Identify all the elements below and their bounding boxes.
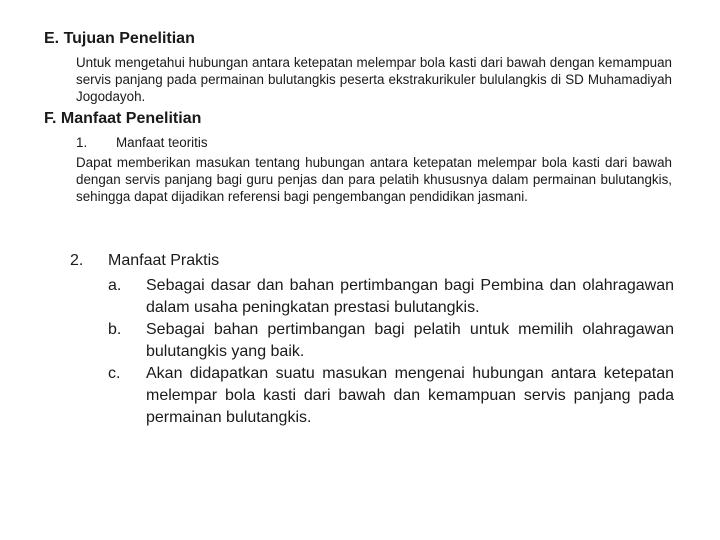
- list-item-text: Akan didapatkan suatu masukan mengenai hubungan antara ketepatan melempar bola kasti dari bawah dan kemampuan servis panjang pada permainan bulutangkis.: [146, 365, 674, 426]
- heading-tujuan-penelitian: E. Tujuan Penelitian: [44, 30, 195, 47]
- list-item: [108, 319, 674, 363]
- paragraph-tujuan: Untuk mengetahui hubungan antara ketepatan melempar bola kasti dari bawah dengan kemampuan servis panjang pada permainan bulutangkis peserta ekstrakurikuler bululangkis di SD Muhamadiyah Jogodayoh.: [76, 55, 672, 104]
- list-item: [108, 275, 674, 319]
- subheading-number: 1.: [76, 135, 88, 150]
- subheading-manfaat-praktis: [70, 252, 219, 270]
- subheading-number: 2.: [70, 252, 84, 269]
- manfaat-praktis-list: [108, 275, 674, 429]
- list-item: [108, 363, 674, 429]
- paragraph-manfaat-teoritis: Dapat memberikan masukan tentang hubungan antara ketepatan melempar bola kasti dari bawah dengan servis panjang bagi guru penjas dan para pelatih khususnya dalam permainan bulutangkis, sehingga dapat dijadikan referensi bagi pengembangan pendidikan jasmani.: [76, 155, 672, 204]
- subheading-manfaat-teoritis: [76, 135, 208, 150]
- list-item-text: Sebagai bahan pertimbangan bagi pelatih untuk memilih olahragawan bulutangkis yang baik.: [146, 321, 674, 360]
- subheading-title: Manfaat teoritis: [116, 135, 208, 150]
- list-item-text: Sebagai dasar dan bahan pertimbangan bagi Pembina dan olahragawan dalam usaha peningkatan prestasi bulutangkis.: [146, 277, 674, 316]
- heading-manfaat-penelitian: F. Manfaat Penelitian: [44, 110, 202, 127]
- subheading-title: Manfaat Praktis: [108, 252, 220, 269]
- list-item-letter: b.: [108, 321, 122, 338]
- list-item-letter: c.: [108, 365, 121, 382]
- list-item-letter: a.: [108, 277, 122, 294]
